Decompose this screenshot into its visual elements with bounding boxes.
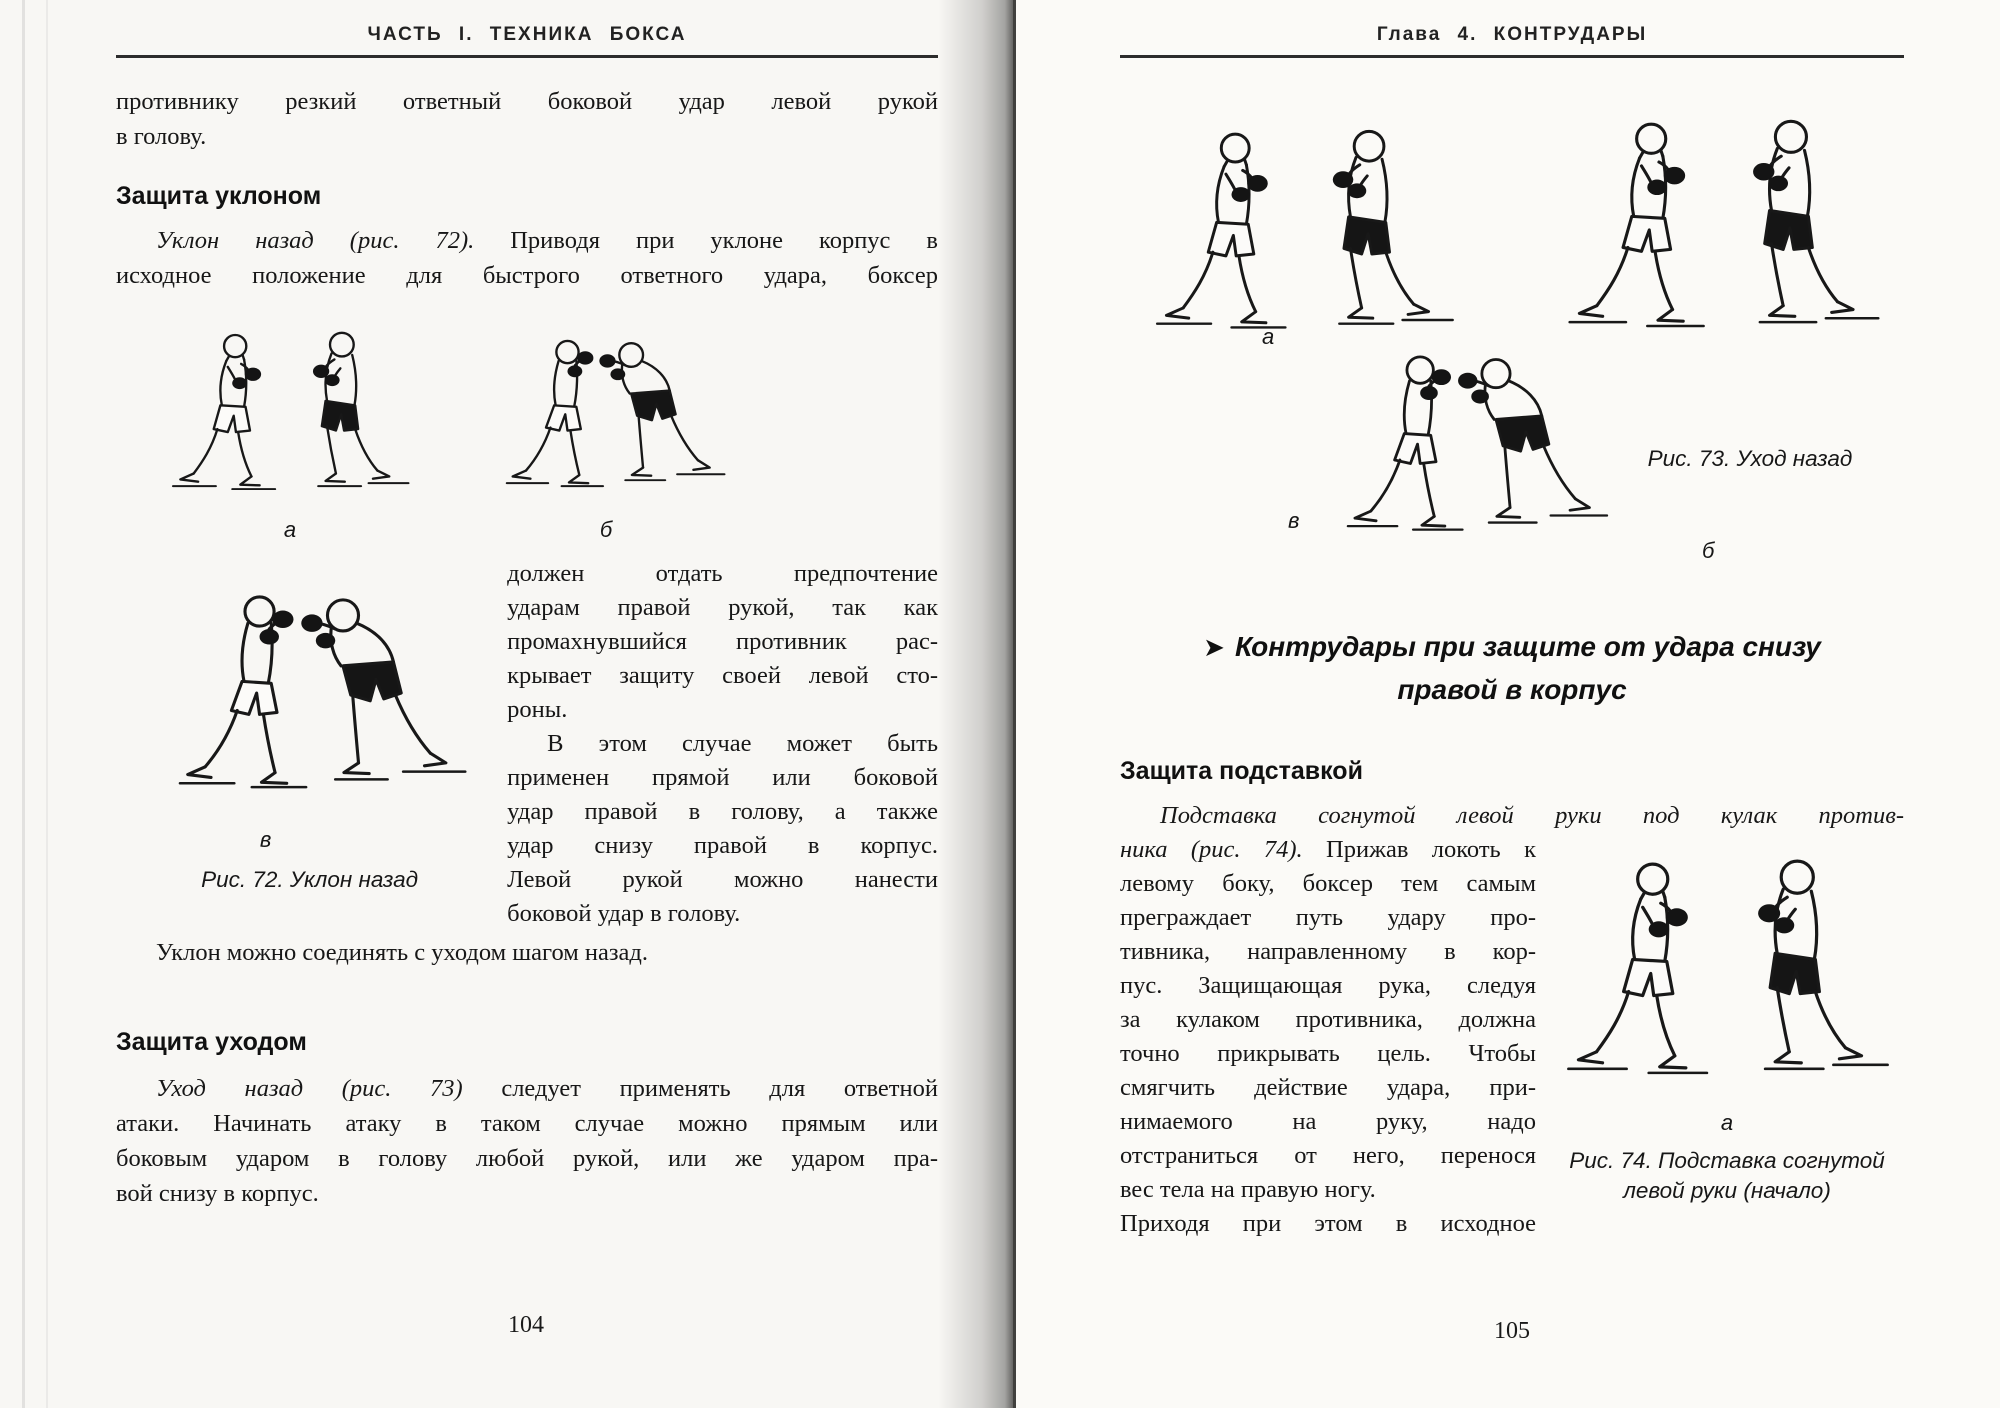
text-line: противнику резкий ответный боковой удар левой рукой [116, 88, 938, 115]
caption-line: Рис. 74. Подставка согнутой [1569, 1148, 1885, 1173]
text-line: преграждает путь удару про- [1120, 904, 1536, 931]
figure-73-caption: Рис. 73. Уход назад [1647, 446, 1853, 471]
text-line: за кулаком противника, должна [1120, 1006, 1536, 1033]
figure-73b-drawing [1558, 98, 1888, 360]
heading-line: Контрудары при защите от удара снизу [1234, 631, 1821, 662]
figure-72-caption: Рис. 72. Уклон назад [201, 867, 419, 892]
scan-edge-artifact [46, 0, 48, 1408]
figure-73v-drawing [1316, 326, 1616, 564]
figure-reference: ника (рис. 74). [1120, 836, 1303, 863]
text-line: отстраниться от него, перенося [1120, 1142, 1536, 1169]
text-line: удар снизу правой в корпус. [507, 832, 938, 859]
text-line: удар правой в голову, а также [507, 798, 938, 825]
text-line: в голову. [116, 123, 207, 150]
text-line: В этом случае может быть [547, 730, 938, 757]
text-line: промахнувшийся противник рас- [507, 628, 938, 655]
figure-73a-drawing [1146, 109, 1462, 360]
figure-72v [116, 557, 503, 931]
text-line: роны. [507, 696, 568, 723]
scan-edge-artifact [22, 0, 25, 1408]
text-line [116, 223, 938, 258]
text-line: должен отдать предпочтение [507, 560, 938, 587]
text-line: боковой удар в голову. [507, 900, 741, 927]
text-line: крывает защиту своей левой сто- [507, 662, 938, 689]
figure-72b [480, 315, 732, 543]
curved-arrow-icon: ➤ [1203, 633, 1225, 663]
text-line: вой снизу в корпус. [116, 1180, 319, 1207]
figure-74 [1536, 833, 1904, 1241]
text-span: следует применять для ответной [462, 1075, 938, 1102]
counterpunch-section-heading [1120, 626, 1904, 711]
figure-72b-label: б [599, 517, 613, 542]
figure-reference: Уклон назад (рис. 72). [156, 227, 475, 254]
text-span: Приводя при уклоне корпус в [474, 227, 938, 254]
text-line: атаки. Начинать атаку в таком случае можно прямым или [116, 1110, 938, 1137]
figure-72a-label: а [283, 517, 297, 542]
figure-reference: Уход назад (рис. 73) [156, 1075, 463, 1102]
running-head-right: Глава 4. КОНТРУДАРЫ [1376, 24, 1648, 45]
paragraph-podstavka-line1 [1120, 798, 1904, 833]
section-heading-podstavka: Защита подставкой [1120, 757, 1363, 785]
figure-72v-drawing [145, 563, 475, 825]
figure-73ab-row [1120, 98, 1904, 360]
text-line [116, 1071, 938, 1106]
caption-line: левой руки (начало) [1623, 1178, 1831, 1203]
text-line: исходное положение для быстрого ответного удара, боксер [116, 262, 938, 289]
figure-72v-and-text [116, 557, 938, 931]
paragraph-beside-fig72 [507, 557, 938, 931]
text-line: вес тела на правую ногу. [1120, 1176, 1376, 1203]
paragraph-uhod [116, 1071, 938, 1211]
section-heading-uhod: Защита уходом [116, 1028, 307, 1056]
text-line: смягчить действие удара, при- [1120, 1074, 1536, 1101]
text-line: Уклон можно соединять с уходом шагом назад. [156, 939, 649, 966]
text-line: пус. Защищающая рука, следуя [1120, 972, 1536, 999]
figure-72ab-row [116, 315, 938, 543]
paragraph-beside-fig74 [1120, 833, 1536, 1241]
section-heading-uklon: Защита уклоном [116, 182, 322, 210]
figure-73a [1146, 109, 1462, 360]
text-line: ударам правой рукой, так как [507, 594, 938, 621]
text-line: Приходя при этом в исходное [1120, 1210, 1536, 1237]
text-line: нимаемого на руку, надо [1120, 1108, 1536, 1135]
figure-73b [1558, 98, 1888, 360]
text-line: левому боку, боксер тем самым [1120, 870, 1536, 897]
text-line: Левой рукой можно нанести [507, 866, 938, 893]
text-line: тивника, направленному в кор- [1120, 938, 1536, 965]
figure-72a-drawing [164, 315, 416, 515]
header-rule-left [116, 55, 938, 58]
text-line [1120, 833, 1536, 867]
figure-73v-row [1120, 326, 1904, 578]
figure-73v-label: в [1288, 508, 1300, 533]
page-number-right: 105 [1494, 1318, 1530, 1344]
paragraph-intro [116, 84, 938, 154]
figure-73a-label: а [1262, 324, 1275, 349]
page-number-left: 104 [508, 1312, 544, 1338]
figure-74-caption [1550, 1146, 1904, 1206]
figure-74-drawing [1556, 837, 1898, 1108]
running-head-left: ЧАСТЬ I. ТЕХНИКА БОКСА [367, 24, 687, 45]
figure-72b-drawing [480, 315, 732, 515]
figure-72a [164, 315, 416, 543]
paragraph-uklon [116, 223, 938, 293]
page-right [1016, 0, 2000, 1408]
text-line: точно прикрывать цель. Чтобы [1120, 1040, 1536, 1067]
text-line: Подставка согнутой левой руки под кулак против- [1160, 802, 1904, 829]
text-line: применен прямой или боковой [507, 764, 938, 791]
text-span: Прижав локоть к [1302, 836, 1536, 863]
heading-line: правой в корпус [1397, 674, 1627, 705]
header-rule-right [1120, 55, 1904, 58]
text-line: боковым ударом в голову любой рукой, или же ударом пра- [116, 1145, 938, 1172]
podstavka-columns [1120, 833, 1904, 1241]
figure-74-label: а [1720, 1110, 1734, 1135]
figure-72v-label: в [259, 827, 272, 852]
paragraph-after-fig72 [116, 935, 938, 970]
figure-73b-label: б [1702, 538, 1715, 563]
